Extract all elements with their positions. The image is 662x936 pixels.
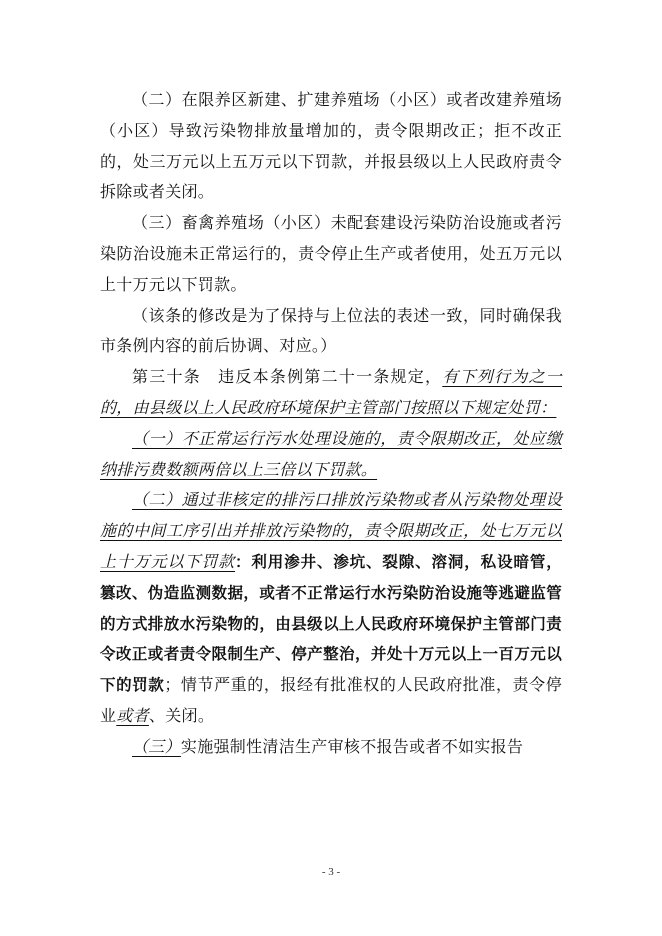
article-30-item-2: [100, 485, 562, 731]
page-number: - 3 -: [321, 866, 341, 878]
amended-text: （二）通过非核定的排污口排放污染物或者从污染物处理设施的中间工序引出并排放污染物的，责令限期改正，处七万元以上十万元以下罚款: [100, 490, 562, 571]
paragraph-item-2: [100, 85, 562, 208]
article-30-lead: 第三十条 违反本条例第二十一条规定，: [132, 367, 443, 387]
amended-text: （三）: [132, 736, 181, 756]
article-30-item-3: [100, 732, 562, 763]
paragraph-text: 实施强制性清洁生产审核不报告或者不如实报告: [180, 736, 524, 756]
paragraph-text: （二）在限养区新建、扩建养殖场（小区）或者改建养殖场（小区）导致污染物排放量增加的，责令限期改正；拒不改正的，处三万元以上五万元以下罚款，并报县级以上人民政府责令拆除或者关闭。: [100, 90, 562, 202]
paragraph-text: ；情节严重的，报经有批准权的人民政府批准，责令停业: [100, 675, 562, 725]
document-page: [100, 85, 562, 763]
article-30-heading: [100, 362, 562, 424]
article-30-amended-text: 有下列行为之一的，由县级以上人民政府环境保护主管部门按照以下规定处罚：: [100, 367, 562, 417]
inserted-bold-text: ：利用渗井、渗坑、裂隙、溶洞，私设暗管，篡改、伪造监测数据，或者不正常运行水污染防治设施等逃避监管的方式排放水污染物的，由县级以上人民政府环境保护主管部门责令改正或者责令限制生产、停产整治，并处十万元以上一百万元以下的罚款: [100, 552, 562, 695]
paragraph-item-3: [100, 208, 562, 300]
revision-note: [100, 301, 562, 363]
amended-word: 或者: [116, 705, 149, 725]
paragraph-text: 、关闭。: [148, 705, 215, 725]
paragraph-text: （三）畜禽养殖场（小区）未配套建设污染防治设施或者污染防治设施未正常运行的，责令停止生产或者使用，处五万元以上十万元以下罚款。: [100, 213, 562, 294]
amended-text: （一）不正常运行污水处理设施的，责令限期改正，处应缴纳排污费数额两倍以上三倍以下罚款。: [100, 428, 562, 479]
article-30-item-1: [100, 424, 562, 486]
paragraph-text: （该条的修改是为了保持与上位法的表述一致，同时确保我市条例内容的前后协调、对应。）: [100, 305, 562, 356]
